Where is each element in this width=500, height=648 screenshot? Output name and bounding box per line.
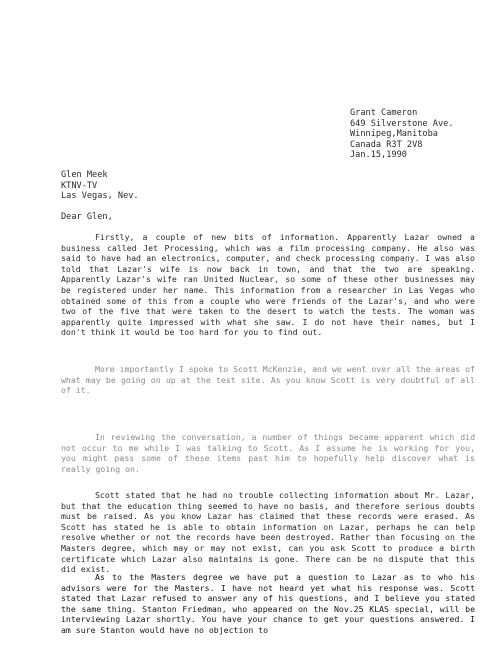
sender-city: Winnipeg,Manitoba (350, 129, 438, 139)
sender-name: Grant Cameron (350, 108, 418, 118)
paragraph-4-text: Scott stated that he had no trouble collecting information about Mr. Lazar, but that the education thing seemed to have no basis, and therefore serious doubts must be raised. As you know Lazar has claimed that these records were erased. As Scott has stated he is able to obtain information on Lazar, perhaps he can help resolve whether or not the records have been destroyed. Rather than focusing on the Masters degree, which may or may not exist, can you ask Scott to produce a birth certificate which Lazar also maintains is gone. There can be no dispute that this did exist. (61, 490, 475, 575)
paragraph-5-text: As to the Masters degree we have put a question to Lazar as to who his advisors were for the Masters. I have not heard yet what his response was. Scott stated that Lazar refused to answer any of his questions, and I believe you stated the same thing. Stanton Friedman, who appeared on the Nov.25 KLAS special, will be interviewing Lazar shortly. You have your chance to get your questions answered. I am sure Stanton would have no objection to (61, 572, 475, 635)
letter-date: Jan.15,1990 (350, 150, 407, 160)
recipient-station: KTNV-TV (61, 180, 98, 191)
paragraph-3-text: In reviewing the conversation, a number of things became apparent which did not occur to me while I was talking to Scott. As I assume he is working for you, you might pass some of these items past him to hopefully help discover what is really going on. (61, 432, 475, 474)
recipient-city: Las Vegas, Nev. (61, 191, 139, 201)
paragraph-3 (61, 432, 475, 474)
sender-street: 649 Silverstone Ave. (350, 118, 454, 129)
paragraph-5 (61, 572, 475, 636)
paragraph-1 (61, 232, 475, 338)
sender-address-block (350, 108, 453, 161)
paragraph-4 (61, 490, 475, 575)
paragraph-2 (61, 364, 475, 396)
paragraph-1-text: Firstly, a couple of new bits of information. Apparently Lazar owned a business called Jet Processing, which was a film processing company. He also was said to have had an electronics, computer, and check processing company. I was also told that Lazar's wife is now back in town, and that the two are speaking. Apparently Lazar's wife ran United Nuclear, so some of these other businesses may be registered under her name. This information from a researcher in Las Vegas who obtained some of this from a couple who were friends of the Lazar's, and who were two of the five that were taken to the desert to watch the tests. The woman was apparently quite impressed with what she saw. I do not have their names, but I don't think it would be too hard for you to find out. (61, 232, 475, 338)
recipient-address-block (61, 170, 139, 202)
salutation: Dear Glen, (61, 212, 113, 222)
paragraph-2-text: More importantly I spoke to Scott McKenzie, and we went over all the areas of what may be going on up at the test site. As you know Scott is very doubtful of all of it. (61, 364, 475, 396)
sender-country-postal: Canada R3T 2V8 (350, 139, 423, 150)
recipient-name: Glen Meek (61, 170, 108, 180)
